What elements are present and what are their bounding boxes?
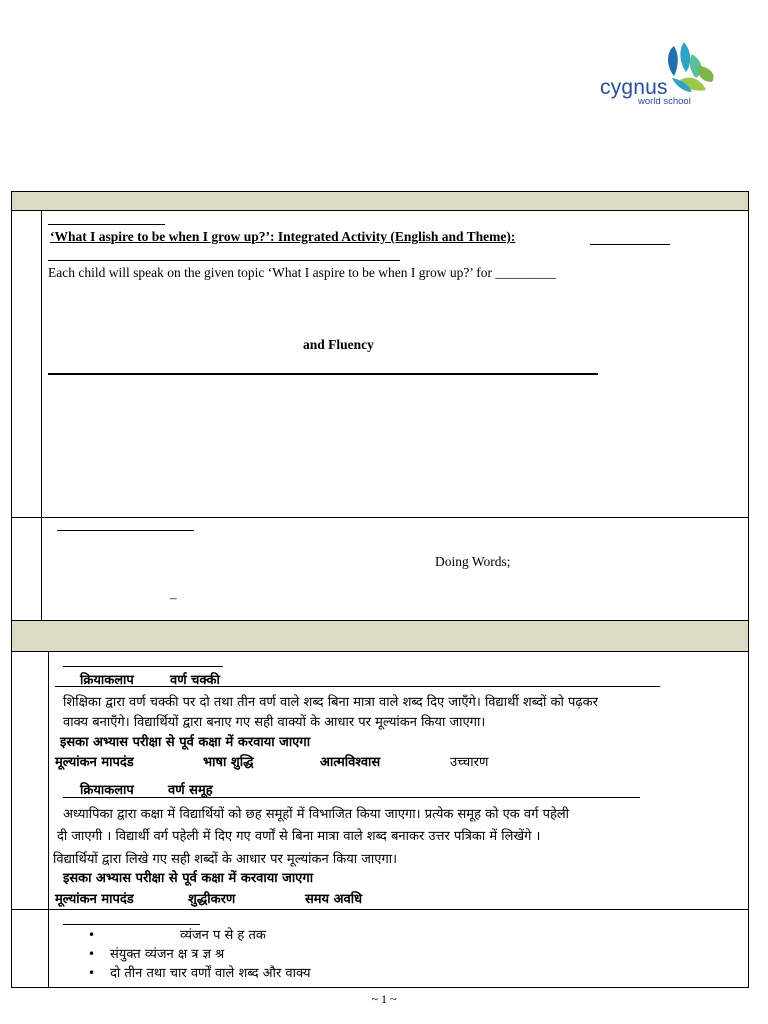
activity1-criterion: उच्चारण [450,755,489,770]
section-band [12,621,748,651]
activity2-criterion: समय अवधि [305,892,363,907]
activity1-label: क्रियाकलाप [80,673,134,688]
activity2-name: वर्ण समूह [168,783,213,798]
separator-line [48,260,400,261]
criteria-fragment: and Fluency [303,337,374,352]
row-divider [12,517,748,518]
column-divider [41,210,42,620]
page-number: ~ 1 ~ [371,992,397,1006]
heading-underline [48,224,165,225]
doing-words-label: Doing Words; [435,554,511,569]
activity2-criteria-label: मूल्यांकन मापदंड [55,892,134,907]
row-divider [12,651,748,652]
logo-wordmark: cygnus [600,76,668,99]
activity2-text-line1: अध्यापिका द्वारा कक्षा में विद्यार्थियों को छह समूहों में विभाजित किया जाएगा। प्रत्येक समूह को एक वर्ग पहेली [63,807,570,822]
activity1-criterion: भाषा शुद्धि [203,755,254,770]
table-header-band [12,192,748,210]
activity1-text-line2: वाक्य बनाएँगे। विद्यार्थियों द्वारा बनाए गए सही वाक्यों के आधार पर मूल्यांकन किया जाएगा। [63,715,486,730]
list-item: • दो तीन तथा चार वर्णों वाले शब्द और वाक्य [88,966,311,981]
activity1-practice-note: इसका अभ्यास परीक्षा से पूर्व कक्षा में करवाया जाएगा [60,735,311,750]
bullet-icon: • [88,966,96,980]
activity-title: ‘What I aspire to be when I grow up?’: Integrated Activity (English and Theme): [50,229,516,244]
list-item: • व्यंजन प से ह तक [88,928,266,943]
heading-underline [57,530,194,531]
activity1-criteria-label: मूल्यांकन मापदंड [55,755,134,770]
logo-tagline: world school [638,96,691,107]
heading-underline [63,666,223,667]
row-divider [12,210,748,211]
bullet-icon: • [88,947,96,961]
activity1-text-line1: शिक्षिका द्वारा वर्ण चक्की पर दो तथा तीन वर्ण वाले शब्द बिना मात्रा वाले शब्द दिए जाएँगे। विद्यार्थी शब्दों को पढ़कर [63,695,598,710]
activity2-underline [63,797,640,798]
row-divider [12,909,748,910]
activity2-criterion: शुद्धीकरण [188,892,236,907]
activity1-criterion: आत्मविश्वास [320,755,381,770]
heading-underline [63,924,200,925]
syllabus-list [88,926,311,983]
activity2-practice-note: इसका अभ्यास परीक्षा से पूर्व कक्षा में करवाया जाएगा [63,871,314,886]
activity2-text-line3: विद्यार्थियों द्वारा लिखे गए सही शब्दों के आधार पर मूल्यांकन किया जाएगा। [53,852,398,867]
activity1-underline [55,686,660,687]
school-logo [596,40,726,110]
list-item: • संयुक्त व्यंजन क्ष त्र ज्ञ श्र [88,947,225,962]
title-underline-extension [590,244,670,245]
activity-description: Each child will speak on the given topic ‘What I aspire to be when I grow up?’ for _________ [48,265,557,280]
dash-mark: – [170,590,177,605]
bullet-icon: • [88,928,96,942]
activity1-name: वर्ण चक्की [170,673,220,688]
criteria-underline [48,373,598,375]
activity2-label: क्रियाकलाप [80,783,134,798]
column-divider [48,651,49,988]
activity2-text-line2: दी जाएगी । विद्यार्थी वर्ग पहेली में दिए गए वर्णों से बिना मात्रा वाले शब्द बनाकर उत्तर पत्रिका में लिखेंगे । [57,829,541,844]
